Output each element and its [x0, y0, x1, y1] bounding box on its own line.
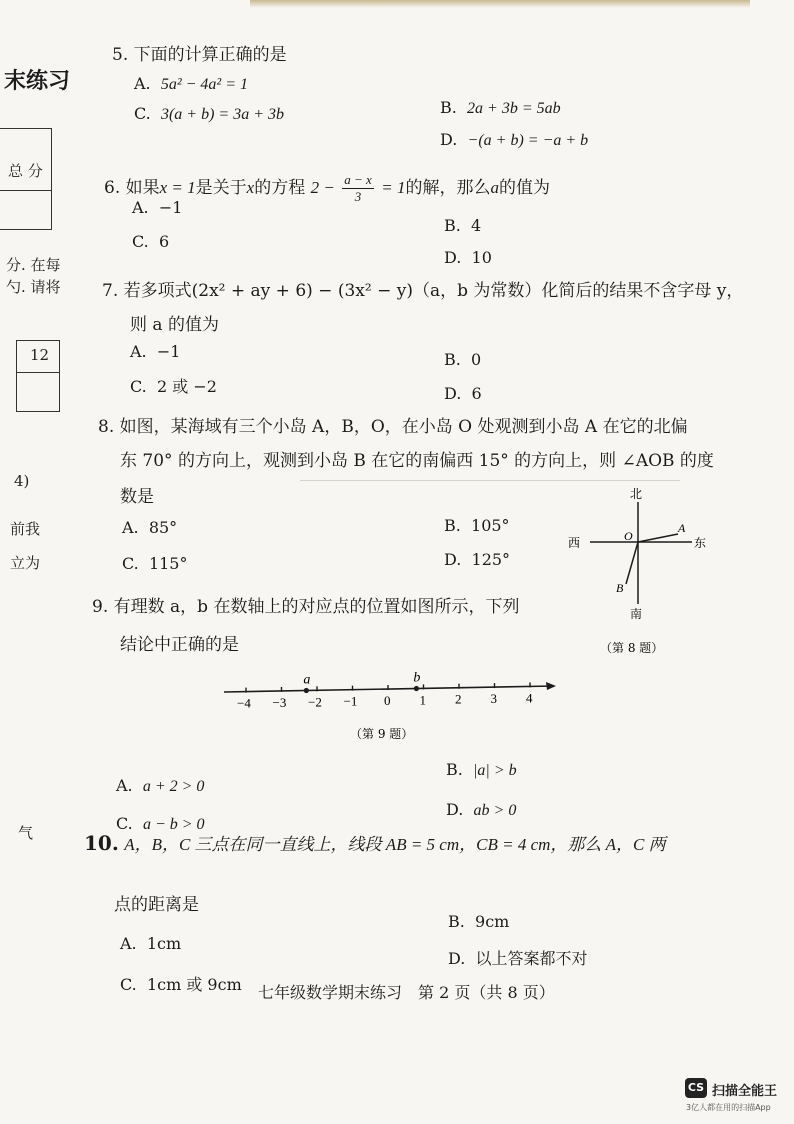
number-line-arrow: [546, 682, 556, 690]
q5-number: 5.: [112, 45, 129, 65]
q7-option-b: B. 0: [444, 350, 482, 369]
label-east: 东: [694, 536, 707, 550]
q8-compass-figure: [560, 480, 720, 660]
margin-instruction-2: 勺. 请将: [6, 278, 61, 296]
q10-option-a: A. 1cm: [120, 934, 182, 953]
q8-stem-line3: 数是: [120, 487, 154, 507]
q5-option-c: C. 3(a + b) = 3a + 3b: [134, 104, 284, 123]
q5-option-d: D. −(a + b) = −a + b: [440, 130, 589, 149]
q8-option-a: A. 85°: [122, 518, 178, 537]
q7-stem-line1: 7. 若多项式(2x² + ay + 6) − (3x² − y)（a，b 为常数）化简后的结果不含字母 y，: [102, 281, 744, 301]
q5-text: 下面的计算正确的是: [133, 45, 287, 65]
q5-option-b: B. 2a + 3b = 5ab: [440, 98, 561, 117]
tick-label: −1: [343, 693, 358, 709]
label-a: A: [678, 521, 686, 535]
q9-option-d: D. ab > 0: [446, 800, 517, 819]
page-footer: 七年级数学期末练习 第 2 页（共 8 页）: [258, 983, 555, 1002]
q9-option-a: A. a + 2 > 0: [116, 776, 205, 795]
tick-label: −3: [272, 694, 287, 710]
camscanner-tagline: 3亿人都在用的扫描App: [686, 1103, 771, 1112]
q7-option-d: D. 6: [444, 384, 482, 403]
q6-fraction: $\frac{a - x}{3}$: [344, 172, 372, 204]
margin-fragment-qian: 前我: [10, 520, 41, 538]
point-a-label: a: [303, 672, 311, 688]
q8-option-b: B. 105°: [444, 516, 510, 535]
margin-fragment-wei: 立为: [10, 554, 41, 572]
score-table-value: 12: [30, 346, 50, 364]
margin-instruction-1: 分. 在每: [6, 256, 61, 274]
label-south: 南: [630, 607, 643, 621]
q8-stem-line2: 东 70° 的方向上，观测到小岛 B 在它的南偏西 15° 的方向上，则 ∠AOB 的度: [120, 451, 714, 471]
q10-stem-line2: 点的距离是: [114, 895, 199, 915]
point-b-label: b: [413, 670, 421, 686]
tick-label: 2: [455, 691, 462, 707]
q10-stem-line1: 10. A，B，C 三点在同一直线上，线段 AB = 5 cm，CB = 4 cm，那么 A，C 两: [84, 831, 666, 855]
q7-stem-line2: 则 a 的值为: [130, 315, 219, 335]
figure8-caption: （第 8 题）: [600, 641, 664, 655]
margin-fragment-qi: 气: [18, 824, 34, 842]
q6-stem: 6. 如果x = 1是关于x的方程 2 − $\frac{a - x}{3}$ = 1的解，那么a的值为: [104, 172, 550, 204]
camscanner-logo: CS: [685, 1078, 707, 1098]
q6-option-c: C. 6: [132, 232, 170, 251]
q5-stem: [112, 40, 287, 65]
q9-stem-line1: 9. 有理数 a，b 在数轴上的对应点的位置如图所示，下列: [92, 597, 520, 617]
ray-ob: [626, 542, 638, 584]
q6-option-d: D. 10: [444, 248, 492, 267]
q10-option-d: D. 以上答案都不对: [448, 949, 588, 968]
q9-number-line: [220, 664, 570, 744]
q9-stem-line2: 结论中正确的是: [120, 635, 239, 655]
q6-option-b: B. 4: [444, 216, 482, 235]
label-o: O: [624, 529, 633, 543]
number-line-axis: [224, 686, 554, 692]
tick-label: 1: [419, 692, 426, 708]
label-north: 北: [630, 487, 643, 501]
figure9-caption: （第 9 题）: [350, 727, 414, 741]
q10-option-c: C. 1cm 或 9cm: [120, 975, 242, 994]
q8-option-c: C. 115°: [122, 554, 188, 573]
q9-option-c: C. a − b > 0: [116, 814, 205, 833]
q10-option-b: B. 9cm: [448, 912, 510, 931]
q7-option-a: A. −1: [130, 342, 181, 361]
tick-label: 0: [384, 693, 391, 709]
top-shadow: [250, 0, 750, 8]
q7-option-c: C. 2 或 −2: [130, 377, 217, 396]
point-b: [414, 686, 419, 691]
tick-label: −4: [237, 695, 251, 711]
q8-stem-line1: 8. 如图，某海域有三个小岛 A，B，O，在小岛 O 处观测到小岛 A 在它的北偏: [98, 417, 688, 437]
point-a: [304, 688, 309, 693]
label-b: B: [616, 581, 624, 595]
tick-label: 3: [490, 691, 497, 707]
label-west: 西: [568, 536, 581, 550]
q8-option-d: D. 125°: [444, 550, 511, 569]
q9-option-b: B. |a| > b: [446, 760, 517, 779]
score-label: 总 分: [8, 162, 43, 180]
score-box-divider-1: [0, 190, 52, 191]
margin-fragment-4: 4): [14, 472, 30, 490]
camscanner-name: 扫描全能王: [712, 1084, 778, 1099]
ray-oa: [638, 534, 678, 542]
left-margin-title: 末练习: [4, 68, 71, 94]
q5-option-a: A. 5a² − 4a² = 1: [134, 74, 248, 93]
tick-label: 4: [526, 690, 533, 706]
score-table-divider: [16, 372, 60, 373]
q6-option-a: A. −1: [132, 198, 183, 217]
tick-label: −2: [308, 694, 322, 710]
